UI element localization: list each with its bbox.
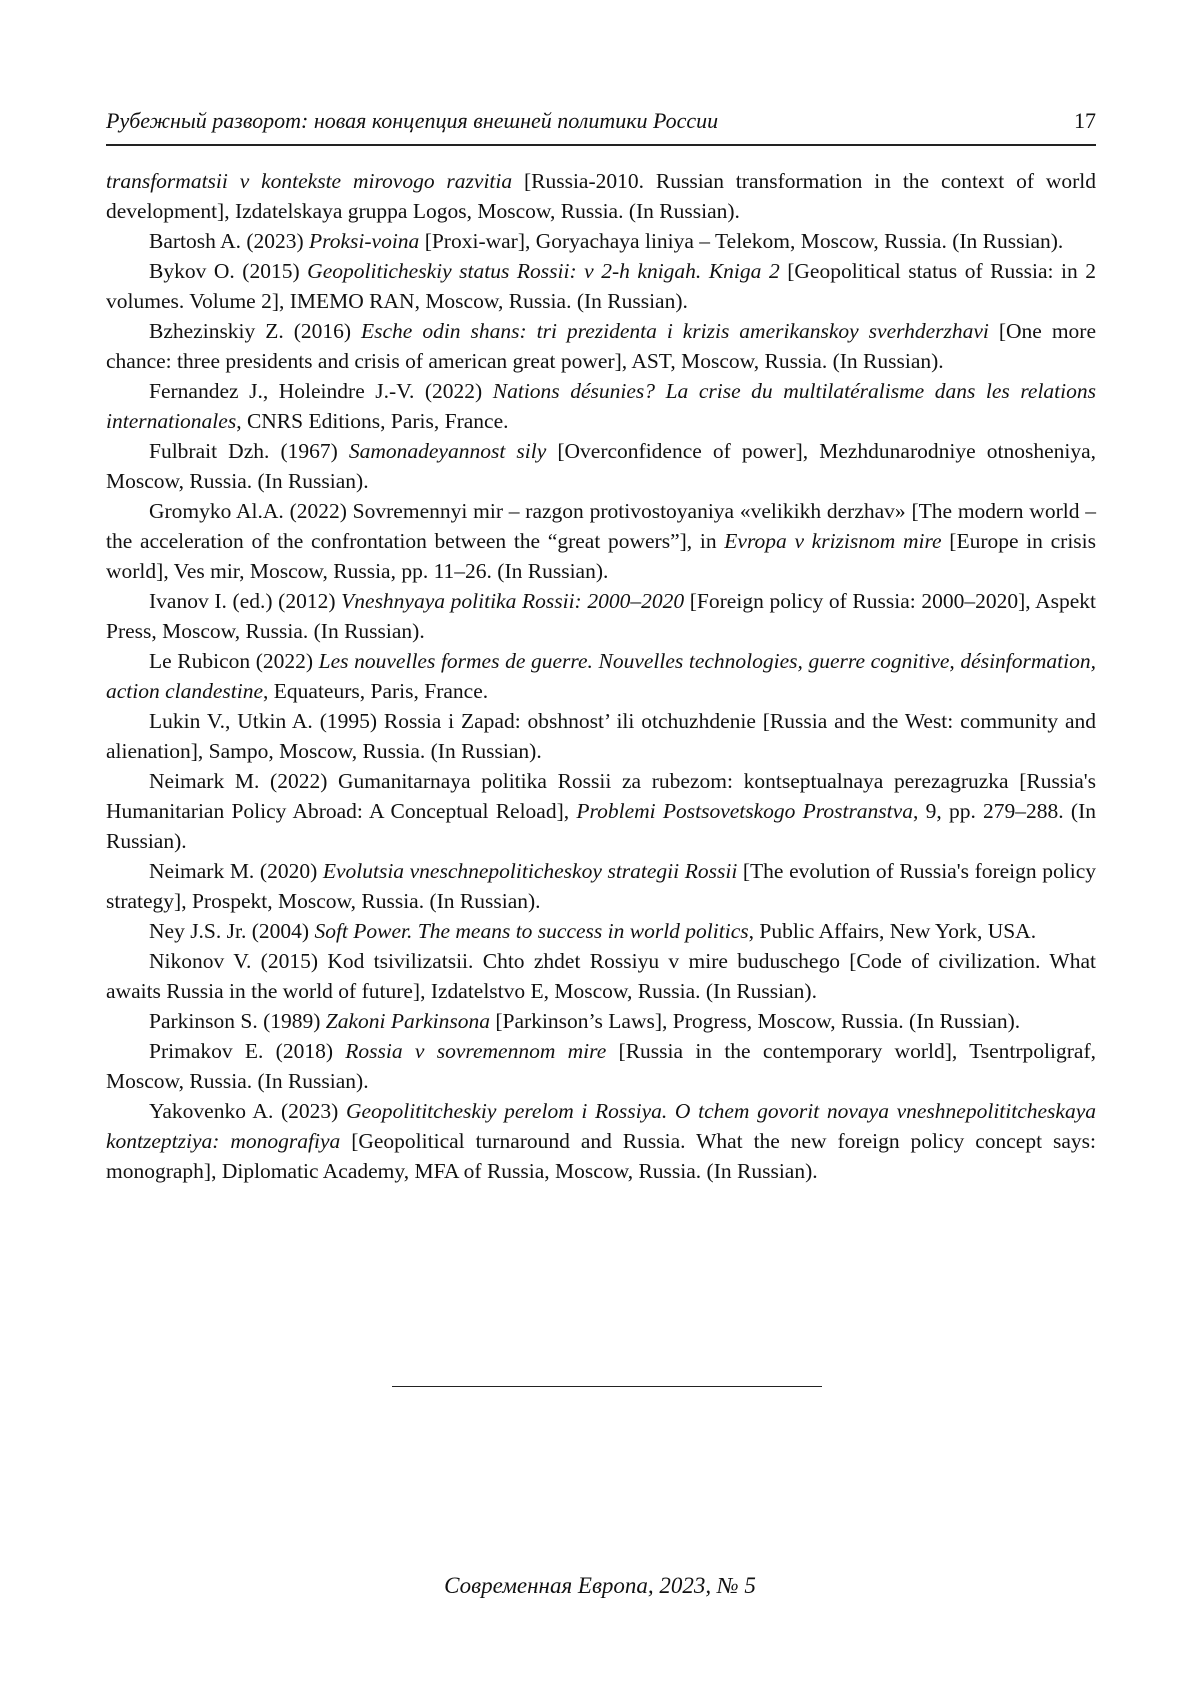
reference-title: transformatsii v kontekste mirovogo razvitia: [106, 169, 513, 193]
reference-details: [Russia in the contemporary world], Tsentrpoligraf, Moscow, Russia. (In Russian).: [106, 1039, 1096, 1093]
reference-details: [One more chance: three presidents and crisis of american great power], AST, Moscow, Russia. (In Russian).: [106, 319, 1096, 373]
reference-author: Lukin V., Utkin A. (1995) Rossia i Zapad: obshnost’ ili otchuzhdenie [Russia and the West: community and alienation], Sampo, Moscow, Russia. (In Russian).: [106, 709, 1096, 763]
reference-entry: [106, 496, 1096, 586]
reference-title: Zakoni Parkinsona: [325, 1009, 491, 1033]
reference-entry: [106, 856, 1096, 916]
page-number: 17: [1074, 108, 1096, 133]
reference-title: Geopolititcheskiy perelom i Rossiya. O tchem govorit novaya vneshnepolititcheskaya kontzeptziya: monografiya: [106, 1099, 1096, 1153]
reference-details: [Geopolitical status of Russia: in 2 volumes. Volume 2], IMEMO RAN, Moscow, Russia. (In Russian).: [106, 259, 1097, 313]
reference-title: Problemi Postsovetskogo Prostranstva: [576, 799, 913, 823]
reference-entry: [106, 436, 1096, 496]
reference-entry: [106, 706, 1096, 766]
running-title: Рубежный разворот: новая концепция внешней политики России: [106, 108, 719, 133]
reference-author: Bykov O. (2015): [149, 259, 308, 283]
reference-title: Evropa v krizisnom mire: [724, 529, 942, 553]
reference-title: Samonadeyannost sily: [348, 439, 547, 463]
reference-title: Geopoliticheskiy status Rossii: v 2-h knigah. Kniga 2: [307, 259, 780, 283]
reference-details: , Public Affairs, New York, USA.: [748, 919, 1037, 943]
reference-details: [Russia-2010. Russian transformation in the context of world development], Izdatelskaya gruppa Logos, Moscow, Russia. (In Russian).: [106, 169, 1096, 223]
reference-entry: [106, 1006, 1096, 1036]
reference-author: Le Rubicon (2022): [149, 649, 319, 673]
reference-author: Ney J.S. Jr. (2004): [149, 919, 315, 943]
reference-author: Bartosh A. (2023): [149, 229, 310, 253]
reference-entry: [106, 1036, 1096, 1096]
end-divider: [392, 1386, 822, 1387]
reference-details: , CNRS Editions, Paris, France.: [236, 409, 509, 433]
reference-entry: [106, 226, 1096, 256]
reference-title: Vneshnyaya politika Rossii: 2000–2020: [341, 589, 685, 613]
reference-details: , Equateurs, Paris, France.: [263, 679, 489, 703]
reference-entry: [106, 256, 1096, 316]
reference-entry: [106, 316, 1096, 376]
reference-title: Nations désunies? La crise du multilatéralisme dans les relations internationales: [106, 379, 1096, 433]
reference-author: Neimark M. (2020): [149, 859, 323, 883]
reference-author: Primakov E. (2018): [149, 1039, 346, 1063]
reference-title: Rossia v sovremennom mire: [345, 1039, 607, 1063]
reference-author: Yakovenko A. (2023): [149, 1099, 346, 1123]
reference-details: [Parkinson’s Laws], Progress, Moscow, Russia. (In Russian).: [490, 1009, 1021, 1033]
reference-entry: [106, 586, 1096, 646]
reference-author: Neimark M. (2022) Gumanitarnaya politika Rossii za rubezom: kontseptualnaya perezagruzka [Russia's Humanitarian Policy Abroad: A Conceptual Reload],: [106, 769, 1096, 823]
reference-details: [Overconfidence of power], Mezhdunarodniye otnosheniya, Moscow, Russia. (In Russian).: [106, 439, 1097, 493]
reference-author: Parkinson S. (1989): [149, 1009, 326, 1033]
reference-author: Nikonov V. (2015) Kod tsivilizatsii. Chto zhdet Rossiyu v mire buduschego [Code of civilization. What awaits Russia in the world of future], Izdatelstvo E, Moscow, Russia. (In Russian).: [106, 949, 1096, 1003]
reference-details: [The evolution of Russia's foreign policy strategy], Prospekt, Moscow, Russia. (In Russian).: [106, 859, 1096, 913]
reference-entry: [106, 916, 1096, 946]
reference-entry: [106, 376, 1096, 436]
reference-details: [Europe in crisis world], Ves mir, Moscow, Russia, pp. 11–26. (In Russian).: [106, 529, 1096, 583]
reference-list: [106, 166, 1096, 1186]
reference-entry: [106, 1096, 1096, 1186]
reference-entry: [106, 946, 1096, 1006]
reference-title: Soft Power. The means to success in world politics: [314, 919, 749, 943]
reference-author: Gromyko Al.A. (2022) Sovremennyi mir – razgon protivostoyaniya «velikikh derzhav» [The modern world – the acceleration of the confrontation between the “great powers”], in: [106, 499, 1096, 553]
reference-author: Fulbrait Dzh. (1967): [149, 439, 349, 463]
reference-details: [Proxi-war], Goryachaya liniya – Telekom, Moscow, Russia. (In Russian).: [419, 229, 1064, 253]
reference-title: Evolutsia vneschnepoliticheskoy strategii Rossii: [322, 859, 738, 883]
reference-entry: [106, 166, 1096, 226]
journal-footer: Современная Европа, 2023, № 5: [444, 1573, 756, 1598]
reference-entry: [106, 646, 1096, 706]
running-header: [106, 104, 1096, 146]
reference-details: , 9, pp. 279–288. (In Russian).: [106, 799, 1096, 853]
reference-details: [Foreign policy of Russia: 2000–2020], Aspekt Press, Moscow, Russia. (In Russian).: [106, 589, 1097, 643]
reference-author: Ivanov I. (ed.) (2012): [149, 589, 342, 613]
reference-title: Proksi-voina: [309, 229, 420, 253]
reference-author: Bzhezinskiy Z. (2016): [149, 319, 362, 343]
reference-entry: [106, 766, 1096, 856]
reference-title: Les nouvelles formes de guerre. Nouvelles technologies, guerre cognitive, désinformation, action clandestine: [106, 649, 1096, 703]
reference-title: Esche odin shans: tri prezidenta i krizis amerikanskoy sverhderzhavi: [361, 319, 989, 343]
reference-author: Fernandez J., Holeindre J.-V. (2022): [149, 379, 493, 403]
reference-details: [Geopolitical turnaround and Russia. What the new foreign policy concept says: monograph], Diplomatic Academy, MFA of Russia, Moscow, Russia. (In Russian).: [106, 1129, 1096, 1183]
